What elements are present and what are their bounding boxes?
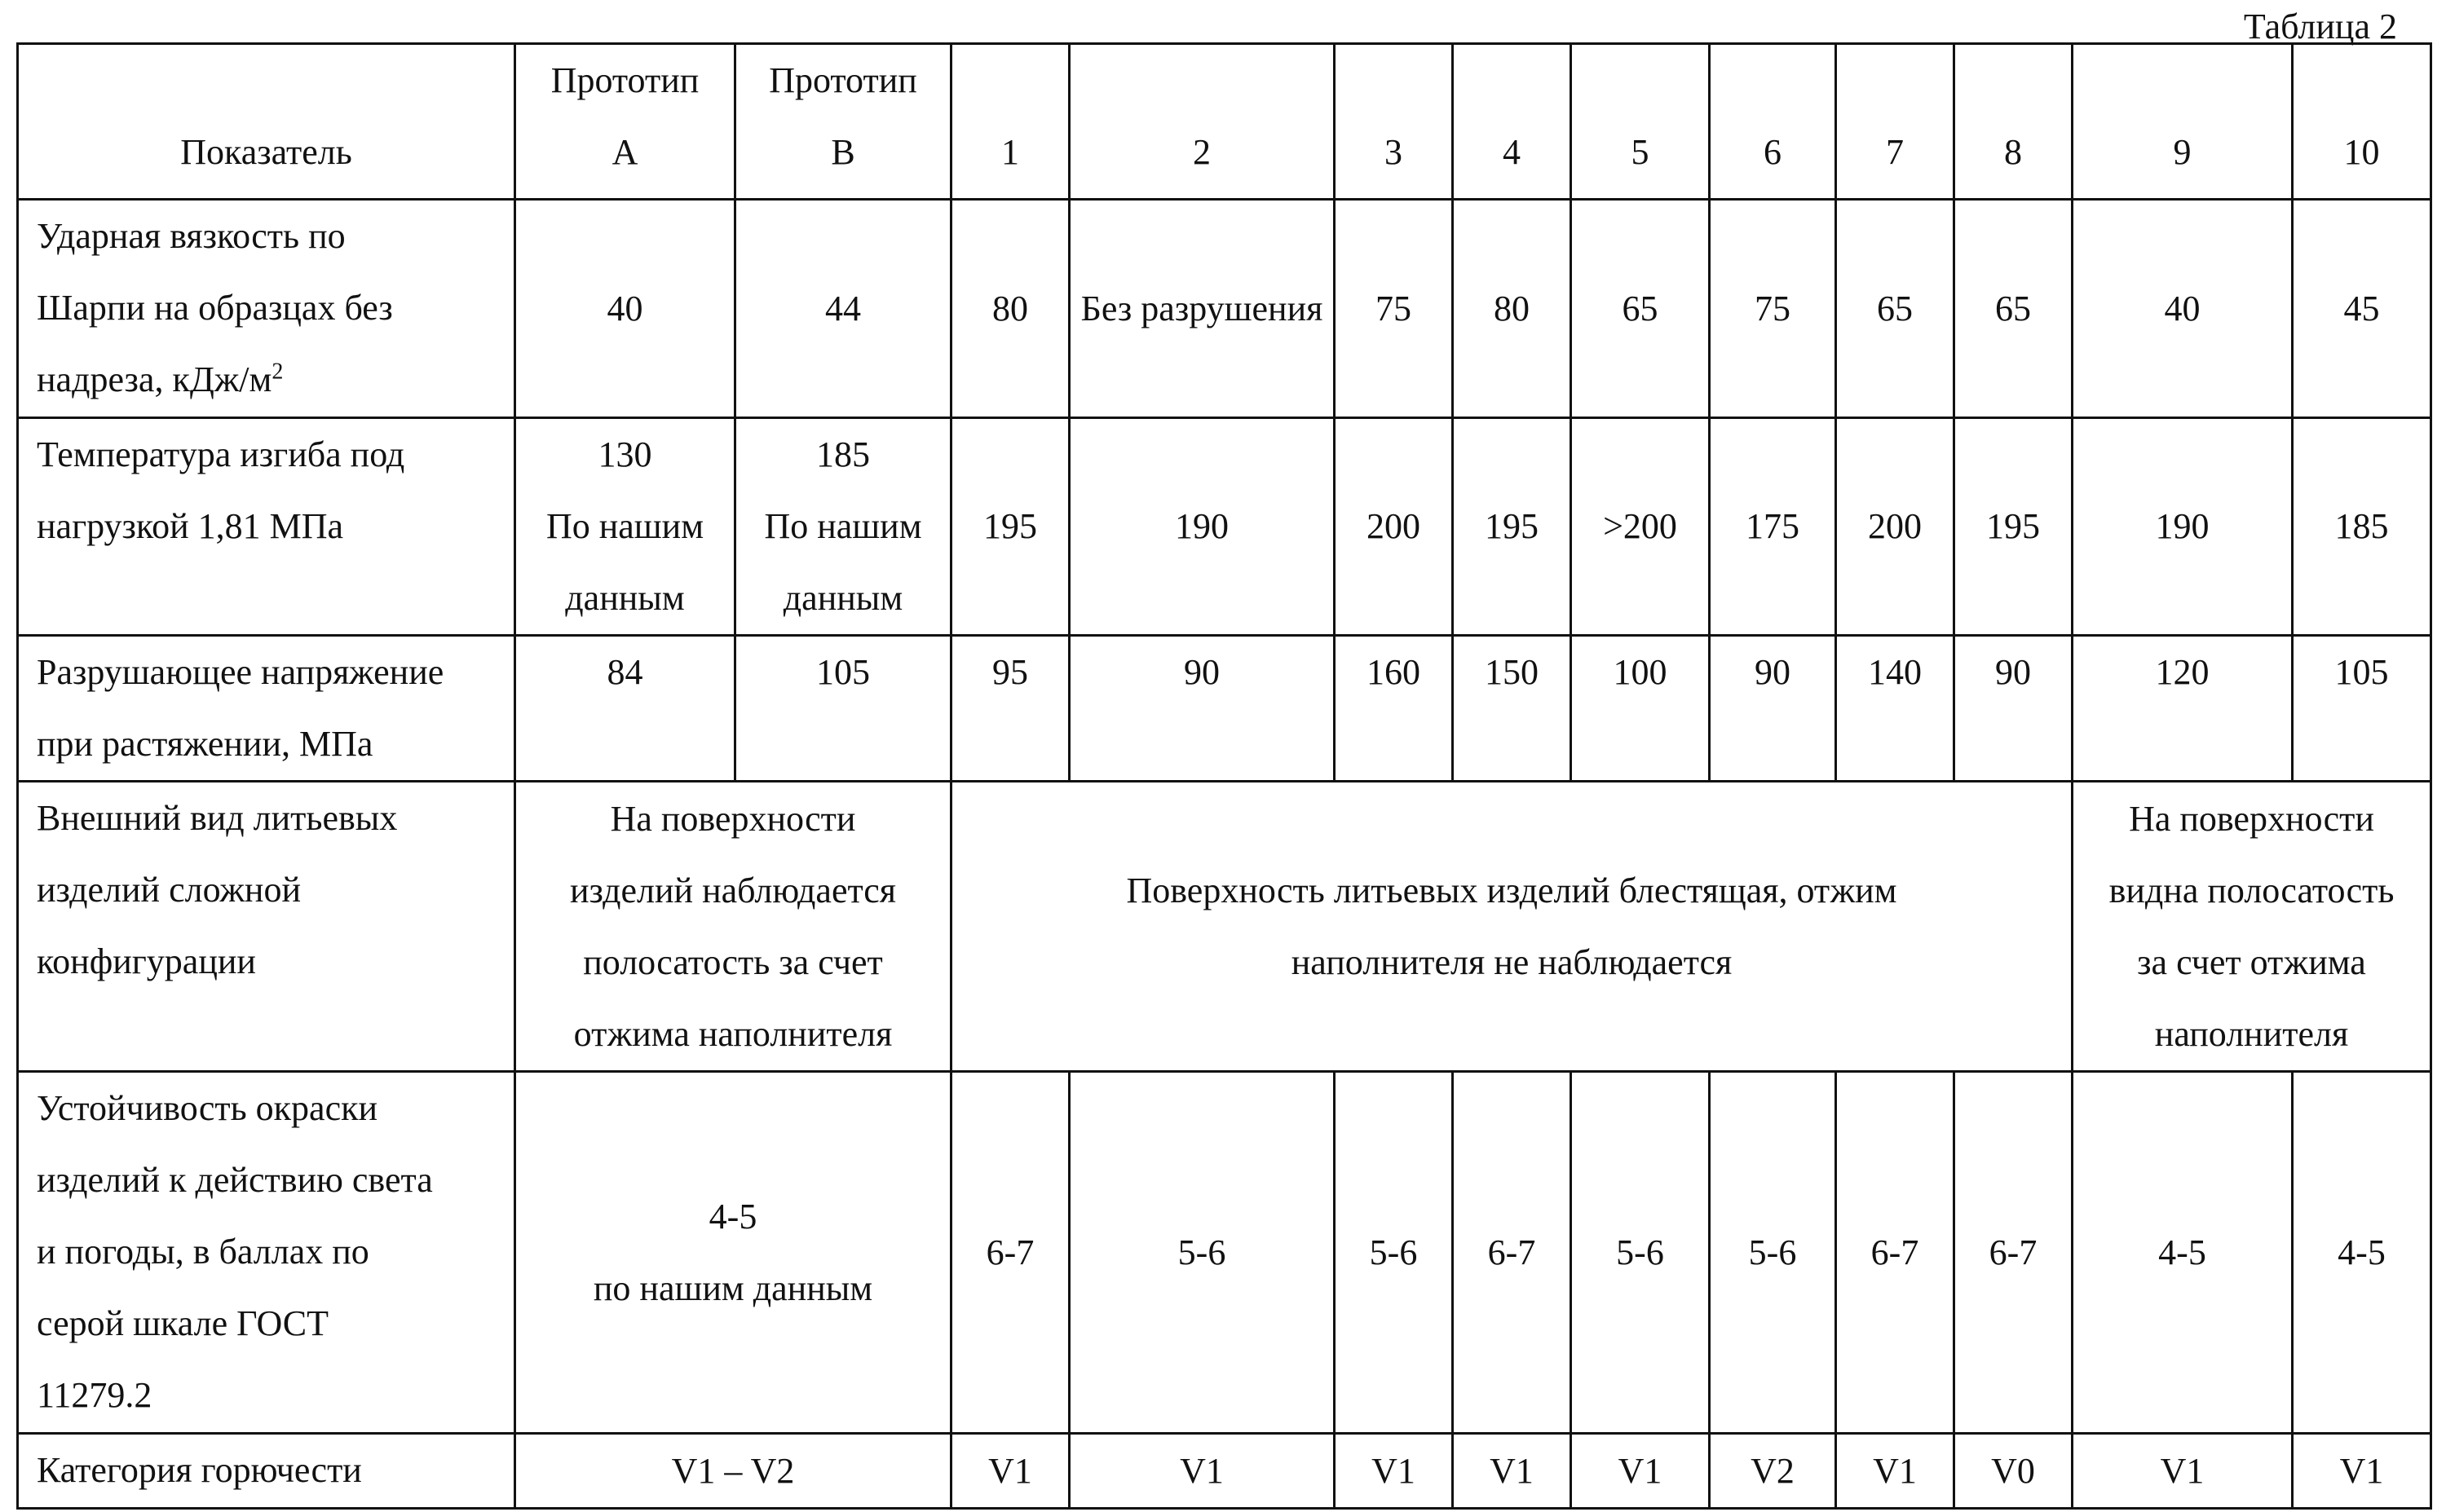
- table-caption: Таблица 2: [2243, 7, 2397, 46]
- cell-impact-proto-a: 40: [515, 200, 735, 418]
- cell-bend-7: 200: [1836, 418, 1954, 636]
- header-col-9: 9: [2073, 44, 2293, 200]
- cell-tensile-4: 150: [1453, 636, 1571, 782]
- cell-flam-7: V1: [1836, 1434, 1954, 1509]
- header-col-2: 2: [1070, 44, 1335, 200]
- cell-color-9: 4-5: [2073, 1072, 2293, 1434]
- header-col-10: 10: [2293, 44, 2431, 200]
- cell-bend-proto-a: [515, 418, 735, 636]
- cell-line: данным: [565, 578, 685, 618]
- header-proto-b: [735, 44, 951, 200]
- header-proto-a: [515, 44, 735, 200]
- cell-color-1: 6-7: [951, 1072, 1070, 1434]
- label-line: конфигурации: [37, 941, 256, 981]
- cell-line: наполнителя: [2154, 1013, 2349, 1054]
- header-proto-b-line: В: [831, 132, 855, 172]
- cell-line: наполнителя не наблюдается: [1291, 941, 1733, 982]
- cell-flam-5: V1: [1571, 1434, 1710, 1509]
- cell-impact-10: 45: [2293, 200, 2431, 418]
- cell-tensile-proto-b: 105: [735, 636, 951, 782]
- cell-flam-protos: V1 – V2: [515, 1434, 951, 1509]
- cell-tensile-10: 105: [2293, 636, 2431, 782]
- cell-tensile-proto-a: 84: [515, 636, 735, 782]
- label-line: Разрушающее напряжение: [37, 652, 444, 692]
- cell-flam-3: V1: [1335, 1434, 1453, 1509]
- header-col-7: 7: [1836, 44, 1954, 200]
- cell-color-10: 4-5: [2293, 1072, 2431, 1434]
- cell-impact-3: 75: [1335, 200, 1453, 418]
- cell-line: 130: [598, 434, 652, 474]
- label-line: Температура изгиба под: [37, 434, 405, 474]
- label-line: Шарпи на образцах без: [37, 288, 393, 328]
- cell-color-4: 6-7: [1453, 1072, 1571, 1434]
- label-line: при растяжении, МПа: [37, 724, 373, 764]
- cell-line: По нашим: [764, 506, 922, 546]
- cell-bend-9: 190: [2073, 418, 2293, 636]
- label-line: и погоды, в баллах по: [37, 1232, 369, 1272]
- cell-impact-9: 40: [2073, 200, 2293, 418]
- cell-flam-6: V2: [1710, 1434, 1836, 1509]
- cell-color-8: 6-7: [1954, 1072, 2073, 1434]
- cell-line: На поверхности: [2129, 798, 2374, 839]
- cell-impact-5: 65: [1571, 200, 1710, 418]
- row-flammability-label: Категория горючести: [18, 1434, 515, 1509]
- cell-line: По нашим: [545, 506, 704, 546]
- cell-bend-1: 195: [951, 418, 1070, 636]
- cell-bend-2: 190: [1070, 418, 1335, 636]
- cell-impact-proto-b: 44: [735, 200, 951, 418]
- cell-bend-proto-b: [735, 418, 951, 636]
- cell-flam-2: V1: [1070, 1434, 1335, 1509]
- label-line: Внешний вид литьевых: [37, 798, 398, 838]
- header-col-1: 1: [951, 44, 1070, 200]
- row-color-fastness-label: [18, 1072, 515, 1434]
- cell-line: данным: [783, 578, 903, 618]
- cell-flam-8: V0: [1954, 1434, 2073, 1509]
- row-bend-temp-label: [18, 418, 515, 636]
- label-line: [37, 344, 504, 416]
- cell-line: видна полосатость: [2108, 870, 2395, 910]
- cell-line: за счет отжима: [2137, 941, 2366, 982]
- cell-color-2: 5-6: [1070, 1072, 1335, 1434]
- cell-flam-10: V1: [2293, 1434, 2431, 1509]
- cell-color-protos: [515, 1072, 951, 1434]
- cell-bend-8: 195: [1954, 418, 2073, 636]
- header-param: Показатель: [18, 44, 515, 200]
- cell-line: по нашим данным: [593, 1267, 873, 1308]
- header-col-4: 4: [1453, 44, 1571, 200]
- row-flammability: [18, 1434, 2431, 1509]
- header-col-6: 6: [1710, 44, 1836, 200]
- cell-bend-5: >200: [1571, 418, 1710, 636]
- row-bend-temp: [18, 418, 2431, 636]
- cell-appearance-samples-1-8: [951, 782, 2073, 1072]
- cell-line: Поверхность литьевых изделий блестящая, отжим: [1126, 870, 1897, 910]
- cell-appearance-protos: [515, 782, 951, 1072]
- header-proto-a-line: Прототип: [550, 60, 700, 100]
- header-col-3: 3: [1335, 44, 1453, 200]
- cell-tensile-5: 100: [1571, 636, 1710, 782]
- cell-impact-8: 65: [1954, 200, 2073, 418]
- cell-tensile-7: 140: [1836, 636, 1954, 782]
- cell-tensile-9: 120: [2073, 636, 2293, 782]
- row-impact-label: [18, 200, 515, 418]
- cell-impact-7: 65: [1836, 200, 1954, 418]
- header-proto-a-line: А: [612, 132, 638, 172]
- label-line: Ударная вязкость по: [37, 216, 346, 256]
- cell-tensile-2: 90: [1070, 636, 1335, 782]
- superscript: 2: [272, 359, 284, 385]
- cell-tensile-1: 95: [951, 636, 1070, 782]
- cell-appearance-samples-9-10: [2073, 782, 2431, 1072]
- label-line: изделий сложной: [37, 870, 301, 910]
- header-proto-b-line: Прототип: [769, 60, 917, 100]
- cell-line: отжима наполнителя: [573, 1013, 893, 1054]
- cell-color-3: 5-6: [1335, 1072, 1453, 1434]
- row-tensile-label: [18, 636, 515, 782]
- cell-impact-2: Без разрушения: [1070, 200, 1335, 418]
- header-col-5: 5: [1571, 44, 1710, 200]
- cell-line: 185: [816, 434, 870, 474]
- label-line: нагрузкой 1,81 МПа: [37, 506, 344, 546]
- row-color-fastness: [18, 1072, 2431, 1434]
- row-impact: [18, 200, 2431, 418]
- row-tensile: [18, 636, 2431, 782]
- label-line: изделий к действию света: [37, 1160, 433, 1200]
- cell-impact-6: 75: [1710, 200, 1836, 418]
- cell-bend-10: 185: [2293, 418, 2431, 636]
- cell-tensile-8: 90: [1954, 636, 2073, 782]
- cell-color-5: 5-6: [1571, 1072, 1710, 1434]
- cell-line: 4-5: [709, 1196, 757, 1236]
- cell-bend-6: 175: [1710, 418, 1836, 636]
- cell-line: полосатость за счет: [583, 941, 883, 982]
- cell-line: изделий наблюдается: [569, 870, 897, 910]
- label-line: 11279.2: [37, 1375, 152, 1415]
- label-line: Устойчивость окраски: [37, 1088, 378, 1128]
- label-line: серой шкале ГОСТ: [37, 1303, 329, 1343]
- cell-flam-4: V1: [1453, 1434, 1571, 1509]
- row-appearance-label: [18, 782, 515, 1072]
- cell-color-6: 5-6: [1710, 1072, 1836, 1434]
- cell-tensile-3: 160: [1335, 636, 1453, 782]
- cell-tensile-6: 90: [1710, 636, 1836, 782]
- row-appearance: [18, 782, 2431, 1072]
- cell-flam-9: V1: [2073, 1434, 2293, 1509]
- header-col-8: 8: [1954, 44, 2073, 200]
- label-text: надреза, кДж/м: [37, 359, 272, 399]
- cell-color-7: 6-7: [1836, 1072, 1954, 1434]
- cell-impact-1: 80: [951, 200, 1070, 418]
- cell-line: На поверхности: [610, 798, 856, 839]
- cell-bend-4: 195: [1453, 418, 1571, 636]
- header-row: [18, 44, 2431, 200]
- cell-flam-1: V1: [951, 1434, 1070, 1509]
- cell-impact-4: 80: [1453, 200, 1571, 418]
- cell-bend-3: 200: [1335, 418, 1453, 636]
- properties-table: [16, 42, 2432, 1510]
